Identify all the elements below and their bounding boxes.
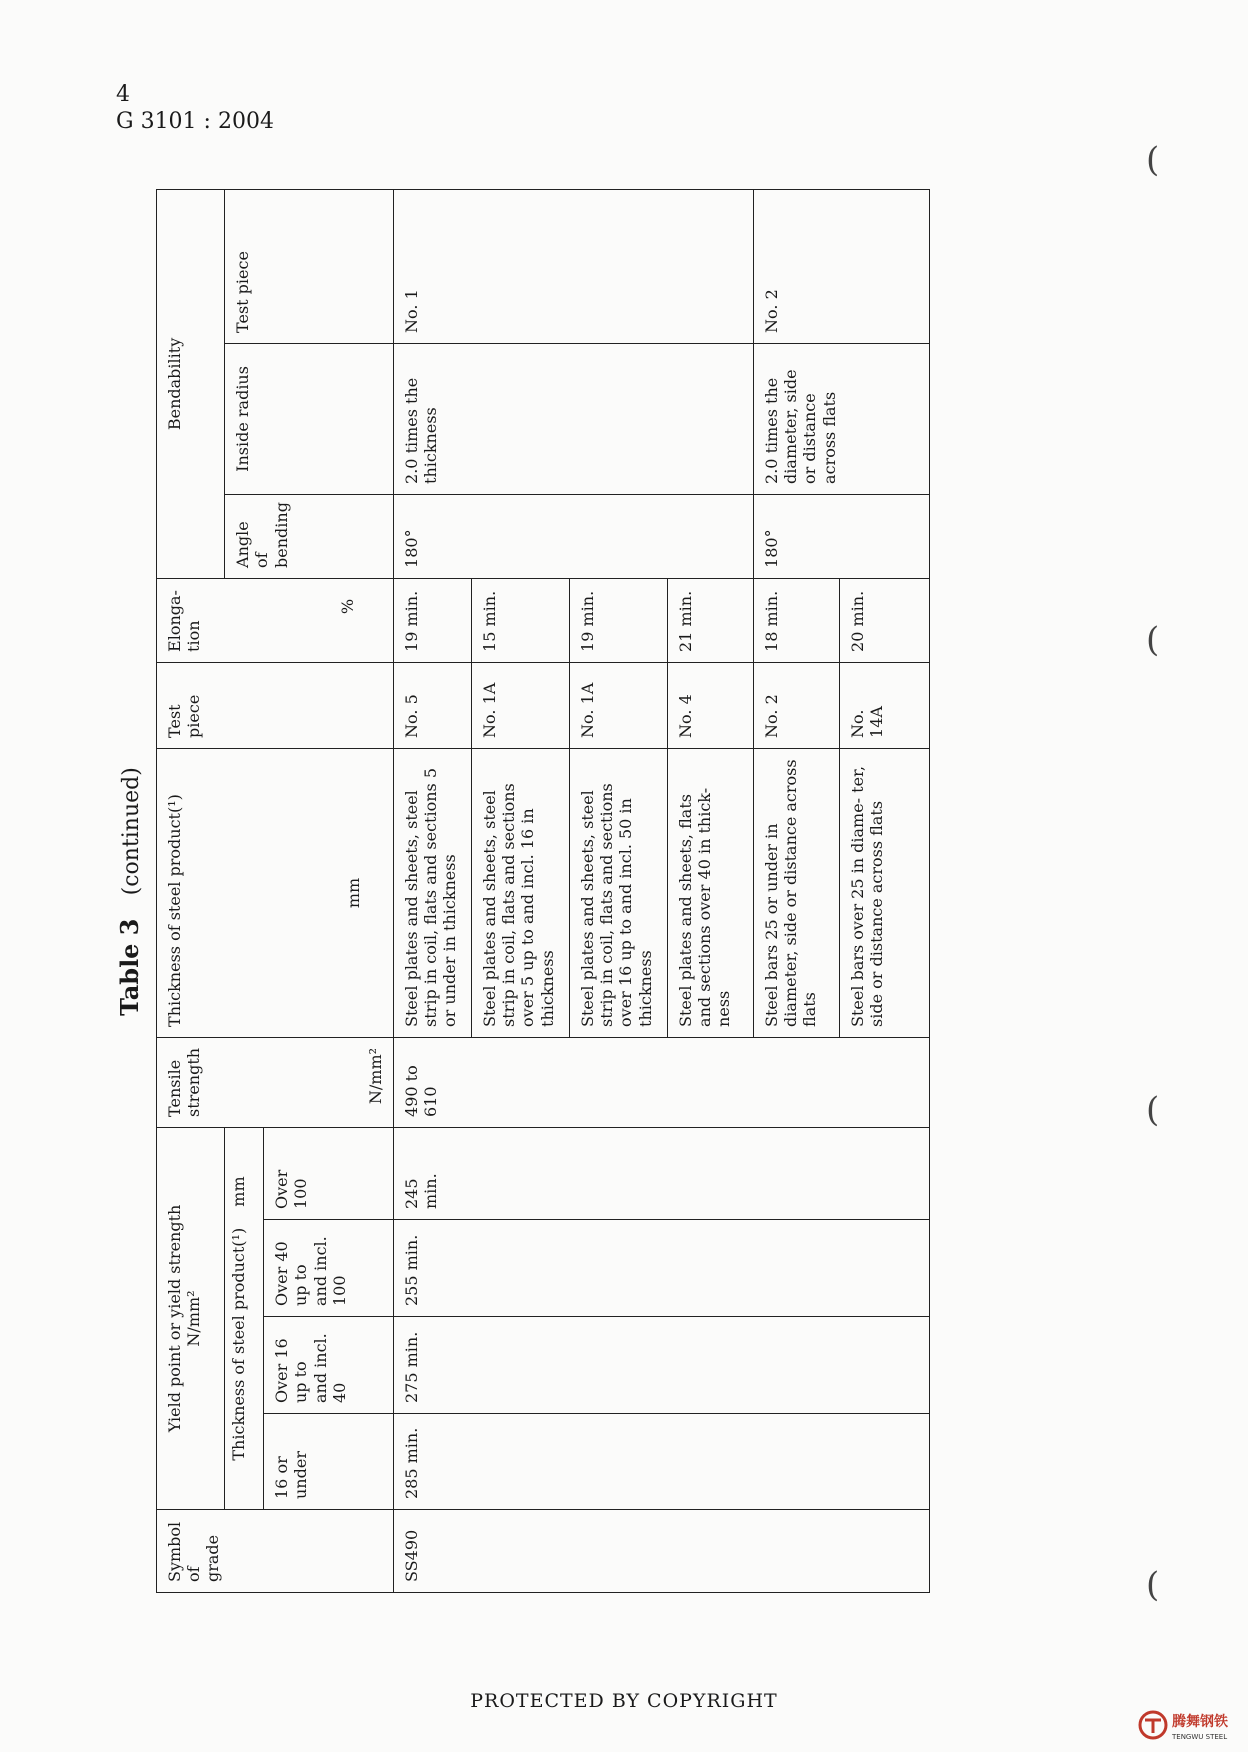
spec-table bbox=[156, 189, 930, 1593]
cell-yield-16-or-under: 285 min. bbox=[394, 1414, 930, 1510]
tengwu-steel-logo bbox=[1136, 1706, 1240, 1746]
elongation-unit: % bbox=[337, 598, 357, 615]
yield-unit: N/mm² bbox=[184, 1290, 204, 1347]
header-over40: Over 40 up to and incl. 100 bbox=[264, 1220, 394, 1317]
header-16-or-under: 16 or under bbox=[264, 1414, 394, 1510]
product-thickness: Steel plates and sheets, steel strip in coil, flats and sections 5 or under in thickness bbox=[394, 748, 472, 1037]
punch-mark: ( bbox=[1146, 140, 1160, 180]
header-tensile bbox=[157, 1037, 394, 1127]
bend-radius: 2.0 times the thickness bbox=[394, 343, 754, 494]
product-test-piece: No. 4 bbox=[668, 662, 754, 748]
page-number: 4 bbox=[116, 82, 130, 107]
product-thickness: Steel plates and sheets, steel strip in coil, flats and sections over 16 up to and incl. 50 in thickness bbox=[570, 748, 668, 1037]
copyright-footer: PROTECTED BY COPYRIGHT bbox=[470, 1690, 778, 1712]
header-radius: Inside radius bbox=[225, 343, 394, 494]
product-elongation: 19 min. bbox=[394, 578, 472, 662]
header-thickness-of-product: Thickness of steel product(¹) mm bbox=[225, 1127, 264, 1509]
table-title-text: Table 3 bbox=[115, 918, 144, 1016]
cell-tensile: 490 to 610 bbox=[394, 1037, 930, 1127]
yield-label: Yield point or yield strength bbox=[165, 1204, 184, 1433]
svg-text:腾舞钢铁: 腾舞钢铁 bbox=[1172, 1714, 1228, 1730]
table-title bbox=[110, 190, 150, 1593]
product-elongation: 20 min. bbox=[840, 578, 930, 662]
header-over100: Over 100 bbox=[264, 1127, 394, 1219]
header-bend-test-piece: Test piece bbox=[225, 189, 394, 343]
rotated-table-content bbox=[156, 190, 930, 1593]
product-test-piece: No. 5 bbox=[394, 662, 472, 748]
punch-mark: ( bbox=[1146, 620, 1160, 660]
standard-number: G 3101 : 2004 bbox=[116, 109, 274, 134]
product-test-piece: No. 1A bbox=[472, 662, 570, 748]
header-thickness bbox=[157, 748, 394, 1037]
product-test-piece: No. 14A bbox=[840, 662, 930, 748]
product-test-piece: No. 1A bbox=[570, 662, 668, 748]
logo-icon bbox=[1136, 1706, 1240, 1746]
product-thickness: Steel plates and sheets, flats and sections over 40 in thick- ness bbox=[668, 748, 754, 1037]
cell-symbol: SS490 bbox=[394, 1510, 930, 1593]
header-elongation bbox=[157, 578, 394, 662]
header-test-piece: Test piece bbox=[157, 662, 394, 748]
thickness-label: Thickness of steel product(¹) bbox=[165, 794, 184, 1027]
product-elongation: 15 min. bbox=[472, 578, 570, 662]
bend-radius: 2.0 times the diameter, side or distance across flats bbox=[754, 343, 930, 494]
product-elongation: 19 min. bbox=[570, 578, 668, 662]
product-thickness: Steel plates and sheets, steel strip in coil, flats and sections over 5 up to and incl. 16 in thickness bbox=[472, 748, 570, 1037]
tensile-unit: N/mm² bbox=[365, 1047, 385, 1105]
header-angle: Angle of bending bbox=[225, 494, 394, 578]
cell-yield-over40: 255 min. bbox=[394, 1220, 930, 1317]
thickness-unit: mm bbox=[343, 877, 363, 909]
product-elongation: 18 min. bbox=[754, 578, 840, 662]
punch-mark: ( bbox=[1146, 1090, 1160, 1130]
product-thickness: Steel bars over 25 in diame- ter, side or distance across flats bbox=[840, 748, 930, 1037]
product-elongation: 21 min. bbox=[668, 578, 754, 662]
bend-angle: 180° bbox=[754, 494, 930, 578]
header-bendability: Bendability bbox=[157, 189, 225, 578]
svg-text:TENGWU STEEL: TENGWU STEEL bbox=[1172, 1733, 1228, 1741]
product-thickness: Steel bars 25 or under in diameter, side or distance across flats bbox=[754, 748, 840, 1037]
elongation-label: Elonga- tion bbox=[165, 590, 204, 652]
bend-test-piece: No. 1 bbox=[394, 189, 754, 343]
cell-yield-over16: 275 min. bbox=[394, 1317, 930, 1414]
rotated-table-stage bbox=[156, 190, 930, 1593]
header-over16: Over 16 up to and incl. 40 bbox=[264, 1317, 394, 1414]
cell-yield-over100: 245 min. bbox=[394, 1127, 930, 1219]
bend-test-piece: No. 2 bbox=[754, 189, 930, 343]
tensile-label: Tensile strength bbox=[165, 1047, 204, 1117]
product-test-piece: No. 2 bbox=[754, 662, 840, 748]
header-symbol: Symbol of grade bbox=[157, 1510, 394, 1593]
punch-mark: ( bbox=[1146, 1565, 1160, 1605]
header-yield bbox=[157, 1127, 225, 1509]
table-title-stage bbox=[110, 190, 150, 1593]
table-title-suffix: (continued) bbox=[119, 767, 144, 896]
bend-angle: 180° bbox=[394, 494, 754, 578]
